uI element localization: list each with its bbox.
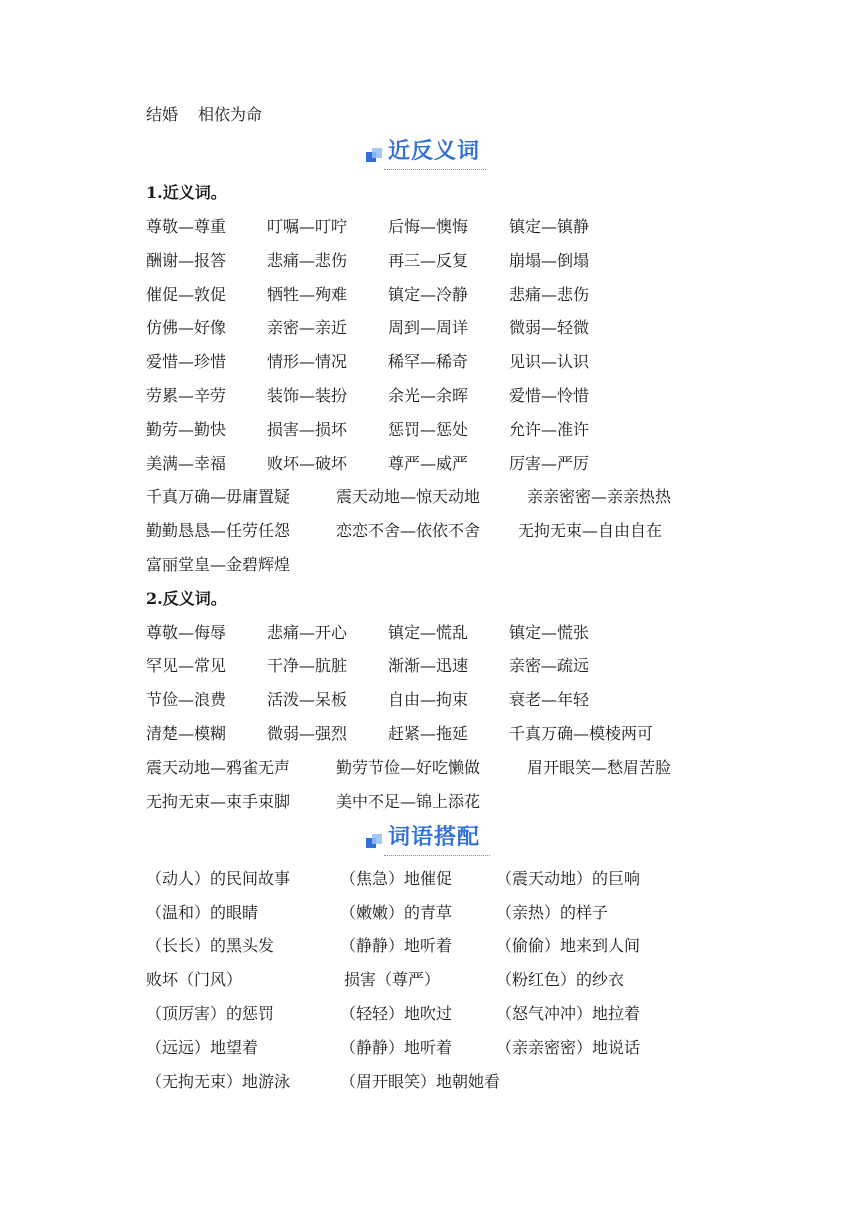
subsection-label: 2.反义词。 [146, 589, 227, 608]
word-pair: 镇定—冷静 [388, 285, 469, 304]
word-pair: 牺牲—殉难 [267, 285, 348, 304]
word-pair: 周到—周详 [388, 318, 469, 337]
heading-underline [384, 855, 490, 856]
phrase: （偷偷）地来到人间 [496, 936, 641, 955]
word-pair: 眉开眼笑—愁眉苦脸 [527, 758, 672, 777]
phrase: （怒气冲冲）地拉着 [496, 1004, 641, 1023]
word-pair: 惩罚—惩处 [388, 420, 469, 439]
word-pair: 崩塌—倒塌 [509, 251, 590, 270]
word-pair: 酬谢—报答 [146, 251, 227, 270]
word-pair: 镇定—镇静 [509, 217, 590, 236]
word-pair: 允许—准许 [509, 420, 590, 439]
word-pair: 亲亲密密—亲亲热热 [527, 487, 672, 506]
phrase: （温和）的眼睛 [146, 903, 259, 922]
word-pair: 美满—幸福 [146, 454, 227, 473]
heading-underline [384, 169, 486, 170]
word-pair: 千真万确—模棱两可 [509, 724, 654, 743]
phrase: 败坏（门风） [146, 970, 243, 989]
word-pair: 损害—损坏 [267, 420, 348, 439]
word-pair: 稀罕—稀奇 [388, 352, 469, 371]
word-pair: 无拘无束—自由自在 [518, 521, 663, 540]
word-pair: 美中不足—锦上添花 [336, 792, 481, 811]
word-pair: 富丽堂皇—金碧辉煌 [146, 555, 291, 574]
word-pair: 恋恋不舍—依依不舍 [336, 521, 481, 540]
word-pair: 无拘无束—束手束脚 [146, 792, 291, 811]
phrase: （静静）地听着 [340, 936, 453, 955]
subsection-label: 1.近义词。 [146, 183, 227, 202]
section-heading-synonyms [146, 136, 714, 170]
word-pair: 败坏—破坏 [267, 454, 348, 473]
word-pair: 镇定—慌乱 [388, 623, 469, 642]
word-pair: 千真万确—毋庸置疑 [146, 487, 291, 506]
phrase: （嫩嫩）的青草 [340, 903, 453, 922]
phrase: （焦急）地催促 [340, 869, 453, 888]
phrase: （亲热）的样子 [496, 903, 609, 922]
phrase: （无拘无束）地游泳 [146, 1072, 291, 1091]
phrase: （长长）的黑头发 [146, 936, 275, 955]
word-pair: 悲痛—悲伤 [509, 285, 590, 304]
word: 结婚 [146, 105, 179, 124]
word-pair: 再三—反复 [388, 251, 469, 270]
word-pair: 亲密—疏远 [509, 656, 590, 675]
phrase: （眉开眼笑）地朝她看 [340, 1072, 501, 1091]
word-pair: 尊严—威严 [388, 454, 469, 473]
word-pair: 尊敬—侮辱 [146, 623, 227, 642]
word-pair: 渐渐—迅速 [388, 656, 469, 675]
phrase: （远远）地望着 [146, 1038, 259, 1057]
phrase: （轻轻）地吹过 [340, 1004, 453, 1023]
word-pair: 自由—拘束 [388, 690, 469, 709]
phrase: （动人）的民间故事 [146, 869, 291, 888]
word-pair: 装饰—装扮 [267, 386, 348, 405]
phrase: （亲亲密密）地说话 [496, 1038, 641, 1057]
word-pair: 勤勤恳恳—任劳任怨 [146, 521, 291, 540]
word-pair: 尊敬—尊重 [146, 217, 227, 236]
word-pair: 叮嘱—叮咛 [267, 217, 348, 236]
phrase: 损害（尊严） [344, 970, 441, 989]
phrase: （顶厉害）的惩罚 [146, 1004, 275, 1023]
word-pair: 节俭—浪费 [146, 690, 227, 709]
phrase: （震天动地）的巨响 [496, 869, 641, 888]
word-pair: 镇定—慌张 [509, 623, 590, 642]
word-pair: 余光—余晖 [388, 386, 469, 405]
word-pair: 爱惜—珍惜 [146, 352, 227, 371]
word-pair: 情形—情况 [267, 352, 348, 371]
word-pair: 厉害—严厉 [509, 454, 590, 473]
word-pair: 劳累—辛劳 [146, 386, 227, 405]
word-pair: 亲密—亲近 [267, 318, 348, 337]
word-pair: 活泼—呆板 [267, 690, 348, 709]
heading-square-icon [366, 834, 382, 850]
word-pair: 震天动地—鸦雀无声 [146, 758, 291, 777]
section-title: 词语搭配 [388, 825, 481, 850]
phrase: （静静）地听着 [340, 1038, 453, 1057]
heading-square-icon [366, 148, 382, 164]
word-pair: 仿佛—好像 [146, 318, 227, 337]
word-pair: 微弱—强烈 [267, 724, 348, 743]
section-title: 近反义词 [388, 139, 481, 164]
word-pair: 勤劳节俭—好吃懒做 [336, 758, 481, 777]
word-pair: 见识—认识 [509, 352, 590, 371]
word: 相依为命 [198, 105, 263, 124]
word-pair: 清楚—模糊 [146, 724, 227, 743]
word-pair: 罕见—常见 [146, 656, 227, 675]
word-pair: 微弱—轻微 [509, 318, 590, 337]
word-pair: 爱惜—怜惜 [509, 386, 590, 405]
word-pair: 赶紧—拖延 [388, 724, 469, 743]
word-pair: 震天动地—惊天动地 [336, 487, 481, 506]
word-pair: 干净—肮脏 [267, 656, 348, 675]
word-pair: 衰老—年轻 [509, 690, 590, 709]
word-pair: 悲痛—开心 [267, 623, 348, 642]
word-pair: 悲痛—悲伤 [267, 251, 348, 270]
word-pair: 勤劳—勤快 [146, 420, 227, 439]
word-pair: 催促—敦促 [146, 285, 227, 304]
phrase: （粉红色）的纱衣 [496, 970, 625, 989]
section-heading-collocation [146, 822, 714, 856]
word-pair: 后悔—懊悔 [388, 217, 469, 236]
